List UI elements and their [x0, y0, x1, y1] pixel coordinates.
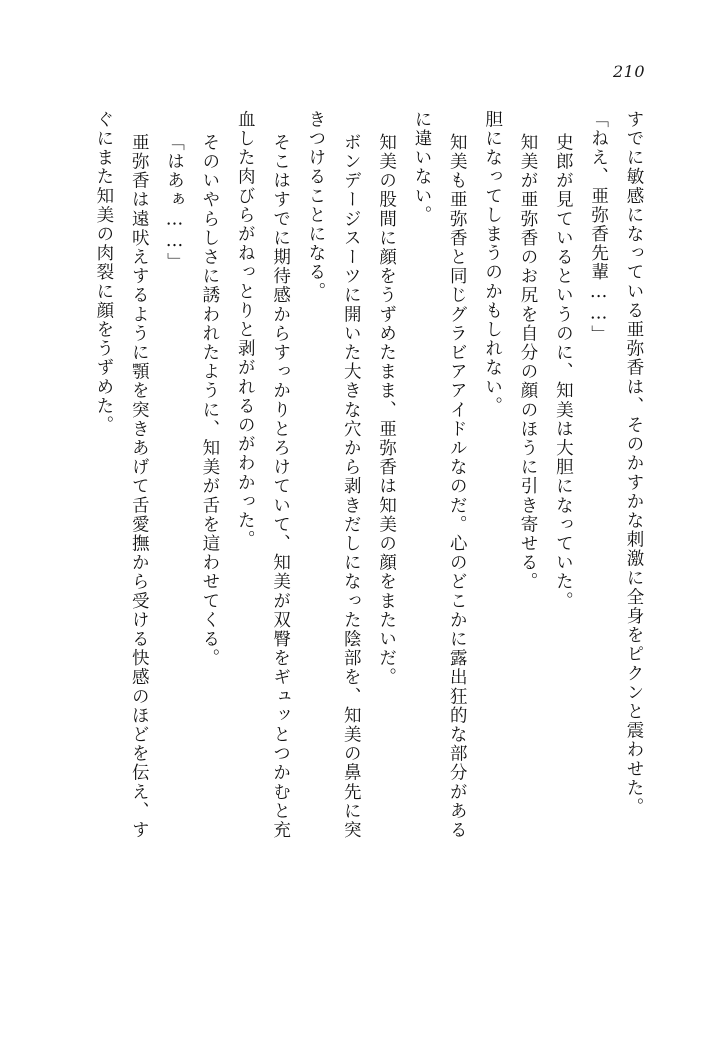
paragraph: 血した肉びらがねっとりと剥がれるのがわかった。 [235, 110, 256, 550]
paragraph: ボンデージスーツに開いた大きな穴から剥きだしになった陰部を、知美の鼻先に突 [341, 132, 362, 840]
paragraph: 知美が亜弥香のお尻を自分の顔のほうに引き寄せる。 [517, 132, 538, 592]
paragraph: 亜弥香は遠吠えするように顎を突きあげて舌愛撫から受ける快感のほどを伝え、す [129, 132, 150, 840]
paragraph: きつけることになる。 [305, 110, 326, 301]
page-number: 210 [612, 62, 645, 81]
paragraph: 知美の股間に顔をうずめたまま、亜弥香は知美の顔をまたいだ。 [376, 132, 397, 687]
paragraph: 史郎が見ているというのに、知美は大胆になっていた。 [553, 132, 574, 611]
paragraph: すでに敏感になっている亜弥香は、そのかすかな刺激に全身をピクンと震わせた。 [624, 110, 644, 817]
paragraph: そのいやらしさに誘われたように、知美が舌を這わせてくる。 [199, 132, 220, 668]
paragraph: ぐにまた知美の肉裂に顔をうずめた。 [93, 110, 114, 435]
paragraph: 「ねえ、亜弥香先輩……」 [588, 110, 609, 345]
page-text-body [93, 110, 651, 984]
paragraph: 胆になってしまうのかもしれない。 [482, 110, 503, 416]
paragraph: 知美も亜弥香と同じグラビアアイドルなのだ。心のどこかに露出狂的な部分がある [447, 132, 468, 840]
paragraph: そこはすでに期待感からすっかりとろけていて、知美が双臀をギュッとつかむと充 [270, 132, 291, 840]
paragraph: 「はあぁ……」 [164, 132, 185, 272]
paragraph: に違いない。 [411, 110, 432, 225]
